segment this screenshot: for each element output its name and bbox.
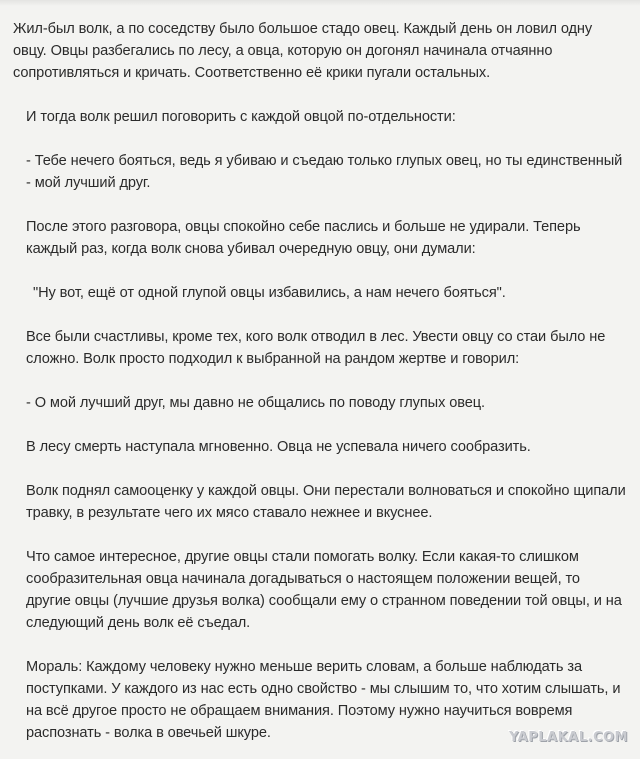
paragraph-everyone-happy: Все были счастливы, кроме тех, кого волк отводил в лес. Увести овцу со стаи было не сложно. Волк просто подходил к выбранной на рандом жертве и говорил: [26,329,606,367]
paragraph-sheep-thought: "Ну вот, ещё от одной глупой овцы избавились, а нам нечего бояться". [33,285,506,301]
paragraph-self-esteem: Волк поднял самооценку у каждой овцы. Они перестали волноваться и спокойно щипали травку, в результате чего их мясо ставало нежнее и вкуснее. [26,483,626,521]
paragraph-sheep-help: Что самое интересное, другие овцы стали помогать волку. Если какая-то слишком сообразительная овца начинала догадываться о настоящем положении вещей, то другие овцы (лучшие друзья волка) сообщали ему о странном поведении той овцы, и на следующий день волк её съедал. [26,549,622,631]
paragraph-sheep-calm: После этого разговора, овцы спокойно себе паслись и больше не удирали. Теперь каждый раз, когда волк снова убивал очередную овцу, они думали: [26,219,581,257]
watermark-logo: YAPLAKAL.COM [509,730,628,745]
paragraph-wolf-speech: - Тебе нечего бояться, ведь я убиваю и съедаю только глупых овец, но ты единственный - мой лучший друг. [26,153,623,191]
paragraph-forest-death: В лесу смерть наступала мгновенно. Овца не успевала ничего сообразить. [26,439,531,455]
paragraph-moral: Мораль: Каждому человеку нужно меньше верить словам, а больше наблюдать за поступками. У каждого из нас есть одно свойство - мы слышим то, что хотим слышать, и на всё другое просто не обращаем внимания. Поэтому нужно научиться вовремя распознать - волка в овечьей шкуре. [26,659,621,741]
paragraph-best-friend: - О мой лучший друг, мы давно не общались по поводу глупых овец. [26,395,485,411]
paragraph-wolf-decision: И тогда волк решил поговорить с каждой овцой по-отдельности: [26,109,456,125]
paragraph-intro: Жил-был волк, а по соседству было большое стадо овец. Каждый день он ловил одну овцу. Овцы разбегались по лесу, а овца, которую он догонял начинала отчаянно сопротивляться и кричать. Соответственно её крики пугали остальных. [13,21,593,81]
